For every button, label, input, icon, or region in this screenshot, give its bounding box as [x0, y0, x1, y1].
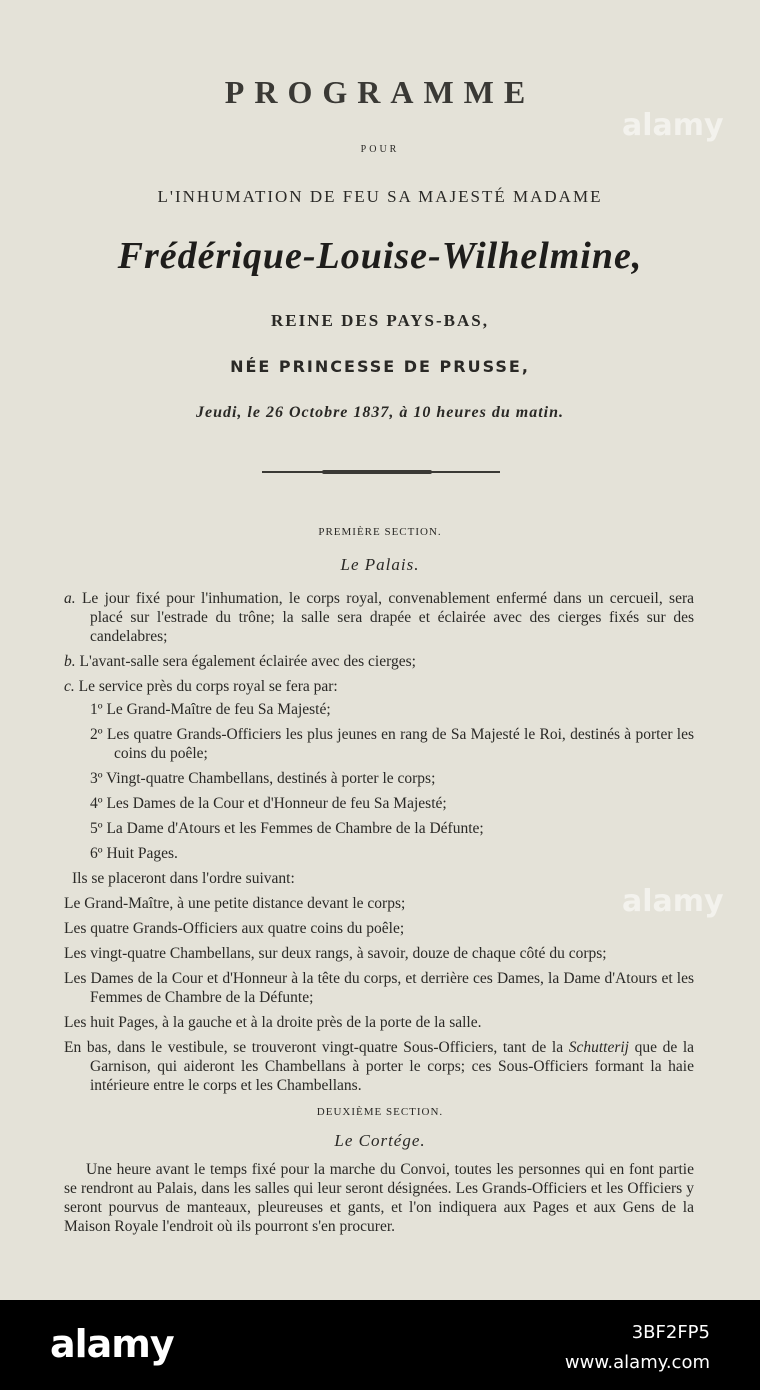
service-num: 6º — [90, 845, 103, 862]
order-item-4: Les Dames de la Cour et d'Honneur à la tête du corps, et derrière ces Dames, la Dame d'Atours et les Femmes de Chambre de la Défunte; — [64, 970, 694, 1006]
item-c-marker: c. — [64, 678, 75, 695]
section2-body — [64, 1160, 694, 1236]
service-text: Vingt-quatre Chambellans, destinés à porter le corps; — [106, 770, 436, 787]
service-item-3 — [90, 769, 694, 788]
item-a-marker: a. — [64, 590, 76, 607]
service-text: Huit Pages. — [106, 845, 178, 862]
section2-heading: DEUXIÈME SECTION. — [316, 1106, 444, 1118]
section1-body — [64, 589, 694, 1095]
section1-subheading: Le Palais. — [340, 555, 420, 574]
service-item-4 — [90, 794, 694, 813]
item-a — [64, 589, 694, 646]
pour-label: POUR — [360, 144, 400, 155]
service-item-5 — [90, 819, 694, 838]
ornamental-divider — [262, 471, 500, 473]
service-num: 3º — [90, 770, 103, 787]
service-num: 1º — [90, 701, 103, 718]
item-b-marker: b. — [64, 653, 76, 670]
site-url: www.alamy.com — [564, 1352, 710, 1373]
service-num: 2º — [90, 726, 103, 743]
service-text: Le Grand-Maître de feu Sa Majesté; — [106, 701, 331, 718]
item-c — [64, 677, 694, 696]
vestibule-paragraph — [64, 1038, 694, 1095]
service-text: Les quatre Grands-Officiers les plus jeunes en rang de Sa Majesté le Roi, destinés à porter les coins du poêle; — [106, 726, 695, 762]
section2-subheading: Le Cortége. — [334, 1131, 426, 1150]
section1-heading: PREMIÈRE SECTION. — [318, 526, 442, 538]
item-c-text: Le service près du corps royal se fera par: — [78, 678, 338, 695]
image-id: 3BF2FP5 — [631, 1322, 710, 1343]
item-b — [64, 652, 694, 671]
alamy-logo: alamy — [50, 1322, 174, 1366]
vestibule-text-2: que de la Garnison, qui aideront les Chambellans à porter le corps; ces Sous-Officiers formant la haie intérieure entre le corps et les Chambellans. — [90, 1039, 695, 1094]
service-item-6 — [90, 844, 694, 863]
item-b-text: L'avant-salle sera également éclairée avec des cierges; — [79, 653, 416, 670]
reine-line: REINE DES PAYS-BAS, — [271, 311, 489, 330]
watermark: alamy — [622, 108, 724, 143]
nee-line: NÉE PRINCESSE DE PRUSSE, — [230, 357, 530, 376]
schutterij-term: Schutterij — [568, 1039, 629, 1056]
service-text: Les Dames de la Cour et d'Honneur de feu Sa Majesté; — [106, 795, 447, 812]
queen-name: Frédérique-Louise-Wilhelmine, — [117, 235, 643, 277]
item-a-text: Le jour fixé pour l'inhumation, le corps royal, convenablement enfermé dans un cercueil, sera placé sur l'estrade du trône; la salle sera drapée et éclairée avec des cierges fixés sur des candelabres; — [81, 590, 694, 645]
service-num: 4º — [90, 795, 103, 812]
order-intro: Ils se placeront dans l'ordre suivant: — [72, 870, 295, 887]
service-num: 5º — [90, 820, 103, 837]
order-item-3: Les vingt-quatre Chambellans, sur deux rangs, à savoir, douze de chaque côté du corps; — [64, 945, 607, 962]
service-list — [64, 700, 694, 863]
subtitle-inhumation: L'INHUMATION DE FEU SA MAJESTÉ MADAME — [157, 187, 603, 206]
order-item-1: Le Grand-Maître, à une petite distance devant le corps; — [64, 895, 406, 912]
service-text: La Dame d'Atours et les Femmes de Chambre de la Défunte; — [106, 820, 484, 837]
service-item-1 — [90, 700, 694, 719]
programme-title: PROGRAMME — [224, 74, 536, 110]
service-item-2 — [90, 725, 694, 763]
watermark: alamy — [622, 884, 724, 919]
order-item-5: Les huit Pages, à la gauche et à la droite près de la porte de la salle. — [64, 1014, 482, 1031]
date-line: Jeudi, le 26 Octobre 1837, à 10 heures du matin. — [195, 404, 564, 421]
vestibule-text-1: En bas, dans le vestibule, se trouveront vingt-quatre Sous-Officiers, tant de la — [64, 1039, 569, 1056]
order-item-2: Les quatre Grands-Officiers aux quatre coins du poêle; — [64, 920, 405, 937]
cortege-paragraph: Une heure avant le temps fixé pour la marche du Convoi, toutes les personnes qui en font partie se rendront au Palais, dans les salles qui leur seront désignées. Les Grands-Officiers et les Officiers y seront pourvus de manteaux, pleureuses et gants, et l'on indiquera aux Pages et aux Gens de la Maison Royale l'endroit où ils pourront s'en procurer. — [64, 1161, 694, 1235]
footer-bar — [0, 1300, 760, 1390]
